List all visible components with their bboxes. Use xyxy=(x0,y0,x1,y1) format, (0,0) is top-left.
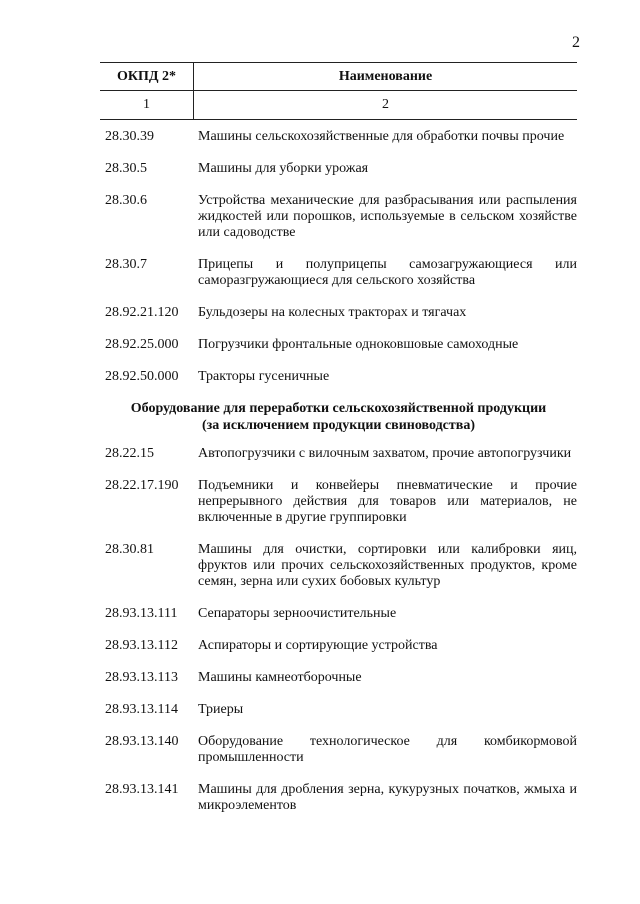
row-code: 28.30.39 xyxy=(105,129,154,144)
column-header-code: ОКПД 2* xyxy=(100,63,194,90)
table-row xyxy=(105,129,577,145)
column-number-code: 1 xyxy=(100,91,194,119)
row-code: 28.30.5 xyxy=(105,161,147,176)
row-code: 28.30.7 xyxy=(105,257,147,272)
row-name: Устройства механические для разбрасывания или распыления жидкостей или порошков, используемые в сельском хозяйстве или садоводстве xyxy=(198,193,577,240)
section-heading xyxy=(100,400,577,434)
row-code: 28.92.25.000 xyxy=(105,337,179,352)
section-heading-line2: (за исключением продукции свиноводства) xyxy=(202,418,475,433)
row-name: Машины для дробления зерна, кукурузных початков, жмыха и микроэлементов xyxy=(198,782,577,813)
row-code: 28.93.13.114 xyxy=(105,702,178,717)
table-row xyxy=(105,638,577,654)
row-code: 28.93.13.140 xyxy=(105,734,179,749)
section-heading-line1: Оборудование для переработки сельскохозяйственной продукции xyxy=(130,401,547,416)
row-name: Машины камнеотборочные xyxy=(198,670,362,685)
row-name: Машины для очистки, сортировки или калибровки яиц, фруктов или прочих сельскохозяйственных продуктов, кроме семян, зерна или сухих бобовых культур xyxy=(198,542,577,589)
table-header xyxy=(100,62,577,120)
row-code: 28.30.81 xyxy=(105,542,154,557)
column-number-name: 2 xyxy=(382,97,389,112)
row-code: 28.93.13.111 xyxy=(105,606,178,621)
row-name: Машины для уборки урожая xyxy=(198,161,369,176)
table-row xyxy=(105,337,577,353)
row-code: 28.93.13.112 xyxy=(105,638,178,653)
row-name: Тракторы гусеничные xyxy=(198,369,330,384)
row-code: 28.22.17.190 xyxy=(105,478,179,493)
row-name: Машины сельскохозяйственные для обработки почвы прочие xyxy=(198,129,565,144)
table-row xyxy=(105,782,577,814)
page-number: 2 xyxy=(572,34,580,51)
table-row xyxy=(105,446,577,462)
table-row xyxy=(105,193,577,241)
row-code: 28.93.13.113 xyxy=(105,670,178,685)
table-row xyxy=(105,305,577,321)
row-name: Бульдозеры на колесных тракторах и тягачах xyxy=(198,305,467,320)
header-row xyxy=(100,63,577,91)
table-row xyxy=(105,369,577,385)
table-row xyxy=(105,542,577,590)
table-body-bottom xyxy=(105,446,577,814)
row-name: Прицепы и полуприцепы самозагружающиеся или саморазгружающиеся для сельского хозяйства xyxy=(198,257,577,288)
table-row xyxy=(105,478,577,526)
table-row xyxy=(105,606,577,622)
table-row xyxy=(105,257,577,289)
row-name: Погрузчики фронтальные одноковшовые самоходные xyxy=(198,337,519,352)
row-code: 28.93.13.141 xyxy=(105,782,179,797)
table-row xyxy=(105,734,577,766)
row-code: 28.22.15 xyxy=(105,446,154,461)
table-body-top xyxy=(105,129,577,385)
row-name: Подъемники и конвейеры пневматические и прочие непрерывного действия для товаров или материалов, не включенные в другие группировки xyxy=(198,478,577,525)
row-name: Триеры xyxy=(198,702,244,717)
column-number-row xyxy=(100,91,577,119)
row-code: 28.30.6 xyxy=(105,193,147,208)
column-header-name: Наименование xyxy=(338,68,433,84)
row-name: Автопогрузчики с вилочным захватом, прочие автопогрузчики xyxy=(198,446,572,461)
row-name: Аспираторы и сортирующие устройства xyxy=(198,638,438,653)
row-code: 28.92.21.120 xyxy=(105,305,179,320)
row-name: Сепараторы зерноочистительные xyxy=(198,606,397,621)
row-code: 28.92.50.000 xyxy=(105,369,179,384)
row-name: Оборудование технологическое для комбикормовой промышленности xyxy=(198,734,577,765)
table-row xyxy=(105,670,577,686)
table-row xyxy=(105,702,577,718)
table-row xyxy=(105,161,577,177)
